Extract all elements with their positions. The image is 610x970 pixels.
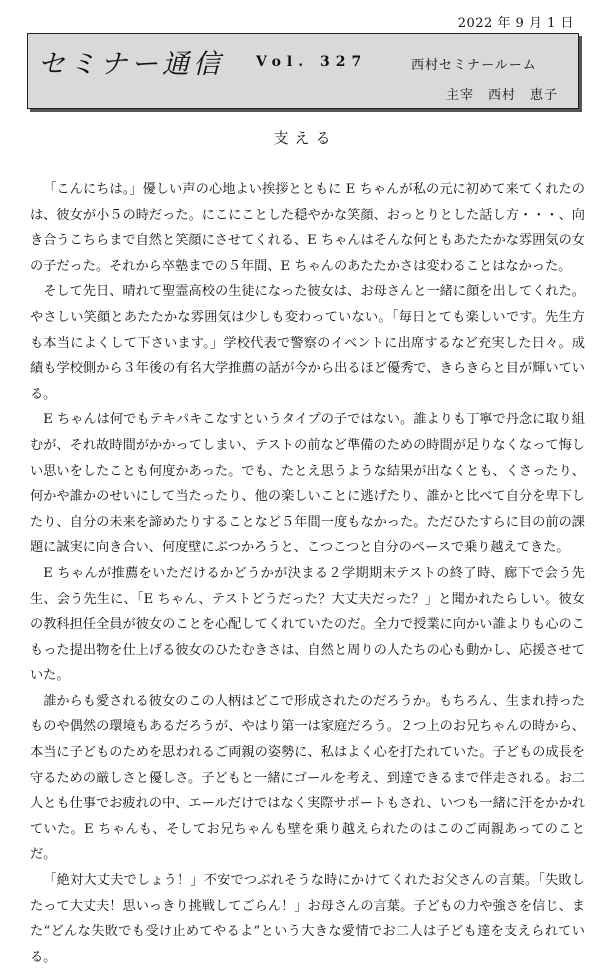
newsletter-header (27, 33, 579, 109)
volume-number: Vol. 327 (256, 54, 368, 70)
article-title: 支える (273, 129, 337, 147)
editor-name: 主宰 西村 恵子 (446, 88, 559, 103)
organization-name: 西村セミナールーム (411, 58, 537, 73)
article-paragraph: 「こんにちは。」優しい声の心地よい挨拶とともに E ちゃんが私の元に初めて来てくれたのは、彼女が小５の時だった。にこにことした穏やかな笑顔、おっとりとした話し方・・・、向き合うこちらまで自然と笑顔にさせてくれる、E ちゃんはそんな何ともあたたかな雰囲気の女の子だった。それから卒塾までの５年間、E ちゃんのあたたかさは変わることはなかった。 (30, 182, 585, 274)
article-paragraph: E ちゃんが推薦をいただけるかどうかが決まる２学期期末テストの終了時、廊下で会う先生、会う先生に、「E ちゃん、テストどうだった？大丈夫だった？」と聞かれたらしい。彼女の教科担任全員が彼女のことを心配してくれていたのだ。全力で授業に向かい誰よりも心のこもった提出物を仕上げる彼女のひたむきさは、自然と周りの人たちの心も動かし、応援させていた。 (30, 565, 585, 684)
article-body (30, 177, 585, 970)
article-paragraph: 「絶対大丈夫でしょう！」不安でつぶれそうな時にかけてくれたお父さんの言葉。「失敗したって大丈夫！思いっきり挑戦してごらん！」お母さんの言葉。子どもの力や強さを信じ、また“どんな失敗でも受け止めてやるよ”という大きな愛情でお二人は子ども達を支えられている。 (30, 873, 585, 965)
article-paragraph: E ちゃんは何でもテキパキこなすというタイプの子ではない。誰よりも丁寧で丹念に取り組むが、それ故時間がかかってしまい、テストの前など準備のための時間が足りなくなって悔しい思いをしたことも何度かあった。でも、たとえ思うような結果が出なくとも、くさったり、何かや誰かのせいにして当たったり、他の楽しいことに逃げたり、誰かと比べて自分を卑下したり、自分の未来を諦めたりすることなど５年間一度もなかった。ただひたすらに目の前の課題に誠実に向き合い、何度壁にぶつかろうと、こつこつと自分のペースで乗り越えてきた。 (30, 412, 585, 556)
issue-date: 2022 年 9 月 1 日 (457, 16, 574, 31)
article-paragraph: そして先日、晴れて聖霊高校の生徒になった彼女は、お母さんと一緒に顔を出してくれた。やさしい笑顔とあたたかな雰囲気は少しも変わっていない。「毎日とても楽しいです。先生方も本当によくして下さいます。」学校代表で警察のイベントに出席するなど充実した日々。成績も学校側から３年後の有名大学推薦の話が今から出るほど優秀で、きらきらと目が輝いている。 (30, 284, 585, 402)
newsletter-title: セミナー通信 (38, 49, 224, 80)
article-paragraph: 誰からも愛される彼女のこの人柄はどこで形成されたのだろうか。もちろん、生まれ持ったものや偶然の環境もあるだろうが、やはり第一は家庭だろう。２つ上のお兄ちゃんの時から、本当に子どものためを思われるご両親の姿勢に、私はよく心を打たれていた。子どもの成長を守るための厳しさと優しさ。子どもと一緒にゴールを考え、到達できるまで伴走される。お二人とも仕事でお疲れの中、エールだけではなく実際サポートもされ、いつも一緒に汗をかかれていた。E ちゃんも、そしてお兄ちゃんも壁を乗り越えられたのはこのご両親あってのことだ。 (30, 693, 585, 863)
